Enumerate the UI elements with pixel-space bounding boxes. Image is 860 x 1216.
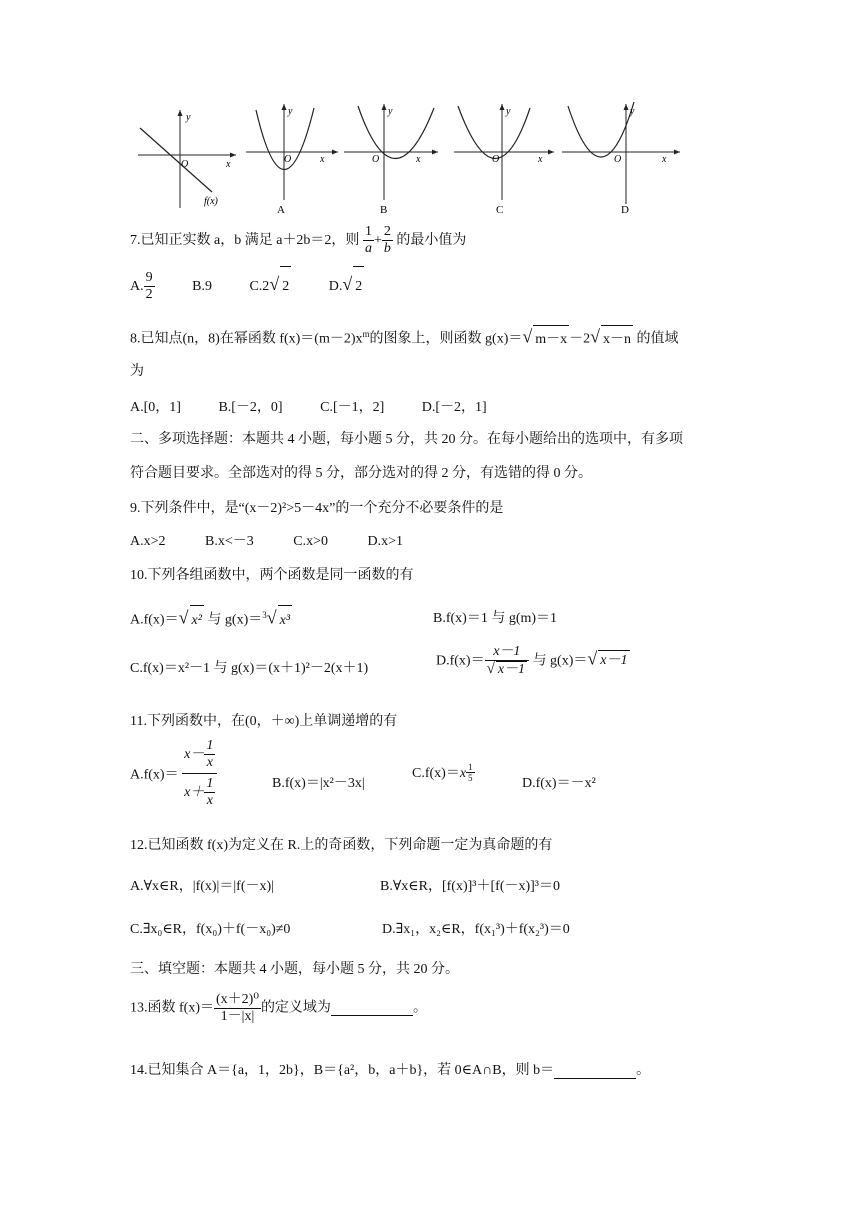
graph-b-label: B xyxy=(380,204,388,216)
svg-text:y: y xyxy=(506,106,511,117)
q10-option-a: A.f(x)＝√ x² 与 g(x)＝$^3$√ x³ xyxy=(130,600,292,636)
q7-options xyxy=(130,264,364,307)
fx-origin-label: O xyxy=(181,159,189,170)
q7-option-a: A. $\frac{9}{2}$ xyxy=(130,270,153,303)
q8-option-c: C.[－1，2] xyxy=(320,400,385,415)
svg-text:O: O xyxy=(614,154,622,165)
function-graphs xyxy=(134,100,684,218)
graph-d-label: D xyxy=(621,204,629,216)
q12-option-d: D.∃x₁，x₂∈R，f(x₁³)＋f(x₂³)＝0 xyxy=(382,922,570,937)
svg-text:O: O xyxy=(492,154,500,165)
q9-stem: 9.下列条件中，是“(x－2)²>5－4x”的一个充分不必要条件的是 xyxy=(130,501,504,516)
fx-curve-label: f(x) xyxy=(204,196,218,207)
q10-option-b: B.f(x)＝1 与 g(m)＝1 xyxy=(433,611,558,626)
q8-options xyxy=(130,396,487,416)
q10-option-d: D.f(x)＝ $\frac{x-1}{√ x-1}$ 与 g(x)＝√ x－1 xyxy=(436,644,628,678)
svg-text:x: x xyxy=(538,154,543,165)
q10-option-c: C.f(x)＝x²－1 与 g(x)＝(x＋1)²－2(x＋1) xyxy=(130,661,369,676)
q14-answer-blank[interactable] xyxy=(554,1064,636,1079)
q11-option-a: A.f(x)＝ x－ $\frac{1}{x}$ x＋ $\frac{1}{x}$ xyxy=(130,738,217,809)
q7-option-b: B.9 xyxy=(192,279,212,294)
q11-option-d: D.f(x)＝－x² xyxy=(522,776,596,791)
q13-answer-blank[interactable] xyxy=(331,1001,413,1016)
q12-option-c: C.∃x₀∈R，f(x₀)＋f(－x₀)≠0 xyxy=(130,922,291,937)
q8-option-a: A.[0，1] xyxy=(130,400,181,415)
q9-options xyxy=(130,530,403,550)
q8-stem-line2: 为 xyxy=(130,364,144,379)
svg-text:y: y xyxy=(288,106,293,117)
q12-option-b: B.∀x∈R，[f(x)]³＋[f(－x)]³＝0 xyxy=(380,879,561,894)
svg-text:O: O xyxy=(372,154,380,165)
svg-text:x: x xyxy=(416,154,421,165)
q7-frac1: $\frac{1}{a}$ xyxy=(364,224,372,257)
graph-a-label: A xyxy=(277,204,285,216)
svg-text:x: x xyxy=(320,154,325,165)
q10-stem: 10.下列各组函数中，两个函数是同一函数的有 xyxy=(130,568,414,583)
q7-option-d: D.√ 2 xyxy=(329,279,365,294)
q13: 13.函数 f(x)＝ $\frac{\text{(x＋2)⁰}}{1-|x|}$ 的定义域为 。 xyxy=(130,992,427,1025)
section3-heading: 三、填空题：本题共 4 小题，每小题 5 分，共 20 分。 xyxy=(130,962,459,977)
q7-stem: 7.已知正实数 a，b 满足 a＋2b＝2，则 $\frac{1}{a}$ + $\frac{2}{b}$ 的最小值为 xyxy=(130,224,467,257)
q7-frac2: $\frac{2}{b}$ xyxy=(383,224,391,257)
q9-option-b: B.x<－3 xyxy=(205,534,254,549)
section2-heading-line2: 符合题目要求。全部选对的得 5 分，部分选对的得 2 分，有选错的得 0 分。 xyxy=(130,466,592,481)
q14: 14.已知集合 A＝{a，1，2b}，B＝{a²，b，a＋b}，若 0∈A∩B，则 b＝ 。 xyxy=(130,1063,651,1078)
q9-option-c: C.x>0 xyxy=(293,534,328,549)
graph-b xyxy=(344,104,438,216)
svg-text:x: x xyxy=(662,154,667,165)
graph-c xyxy=(454,104,554,216)
svg-text:y: y xyxy=(630,106,635,117)
q9-option-a: A.x>2 xyxy=(130,534,166,549)
q12-stem: 12.已知函数 f(x)为定义在 R.上的奇函数，下列命题一定为真命题的有 xyxy=(130,838,553,853)
fx-x-label: x xyxy=(226,159,231,170)
q9-option-d: D.x>1 xyxy=(367,534,403,549)
q11-stem: 11.下列函数中，在(0，＋∞)上单调递增的有 xyxy=(130,714,398,729)
graph-a xyxy=(246,104,338,216)
fx-graph xyxy=(138,110,236,208)
q8-option-b: B.[－2，0] xyxy=(218,400,283,415)
svg-text:O: O xyxy=(284,154,292,165)
svg-text:y: y xyxy=(388,106,393,117)
q11-a-compound-fraction: x－ $\frac{1}{x}$ x＋ $\frac{1}{x}$ xyxy=(182,738,217,809)
q11-option-b: B.f(x)＝|x²－3x| xyxy=(272,776,365,791)
section2-heading-line1: 二、多项选择题：本题共 4 小题，每小题 5 分，共 20 分。在每小题给出的选项中，有多项 xyxy=(130,432,683,447)
graph-c-label: C xyxy=(496,204,504,216)
q8-option-d: D.[－2，1] xyxy=(421,400,487,415)
q7-option-c: C.2√ 2 xyxy=(249,279,291,294)
q8-stem: 8.已知点(n，8)在幂函数 $f(x)=(m-2)x^m$的图象上，则函数 g(x)＝√ m－x －2√ x－n 的值域 xyxy=(130,320,679,354)
graph-d xyxy=(562,102,680,216)
q12-option-a: A.∀x∈R，|f(x)|＝|f(－x)| xyxy=(130,879,274,894)
fx-y-label: y xyxy=(186,112,191,123)
q11-option-c: C.f(x)＝x $\frac{1}{5}$ xyxy=(412,762,473,784)
